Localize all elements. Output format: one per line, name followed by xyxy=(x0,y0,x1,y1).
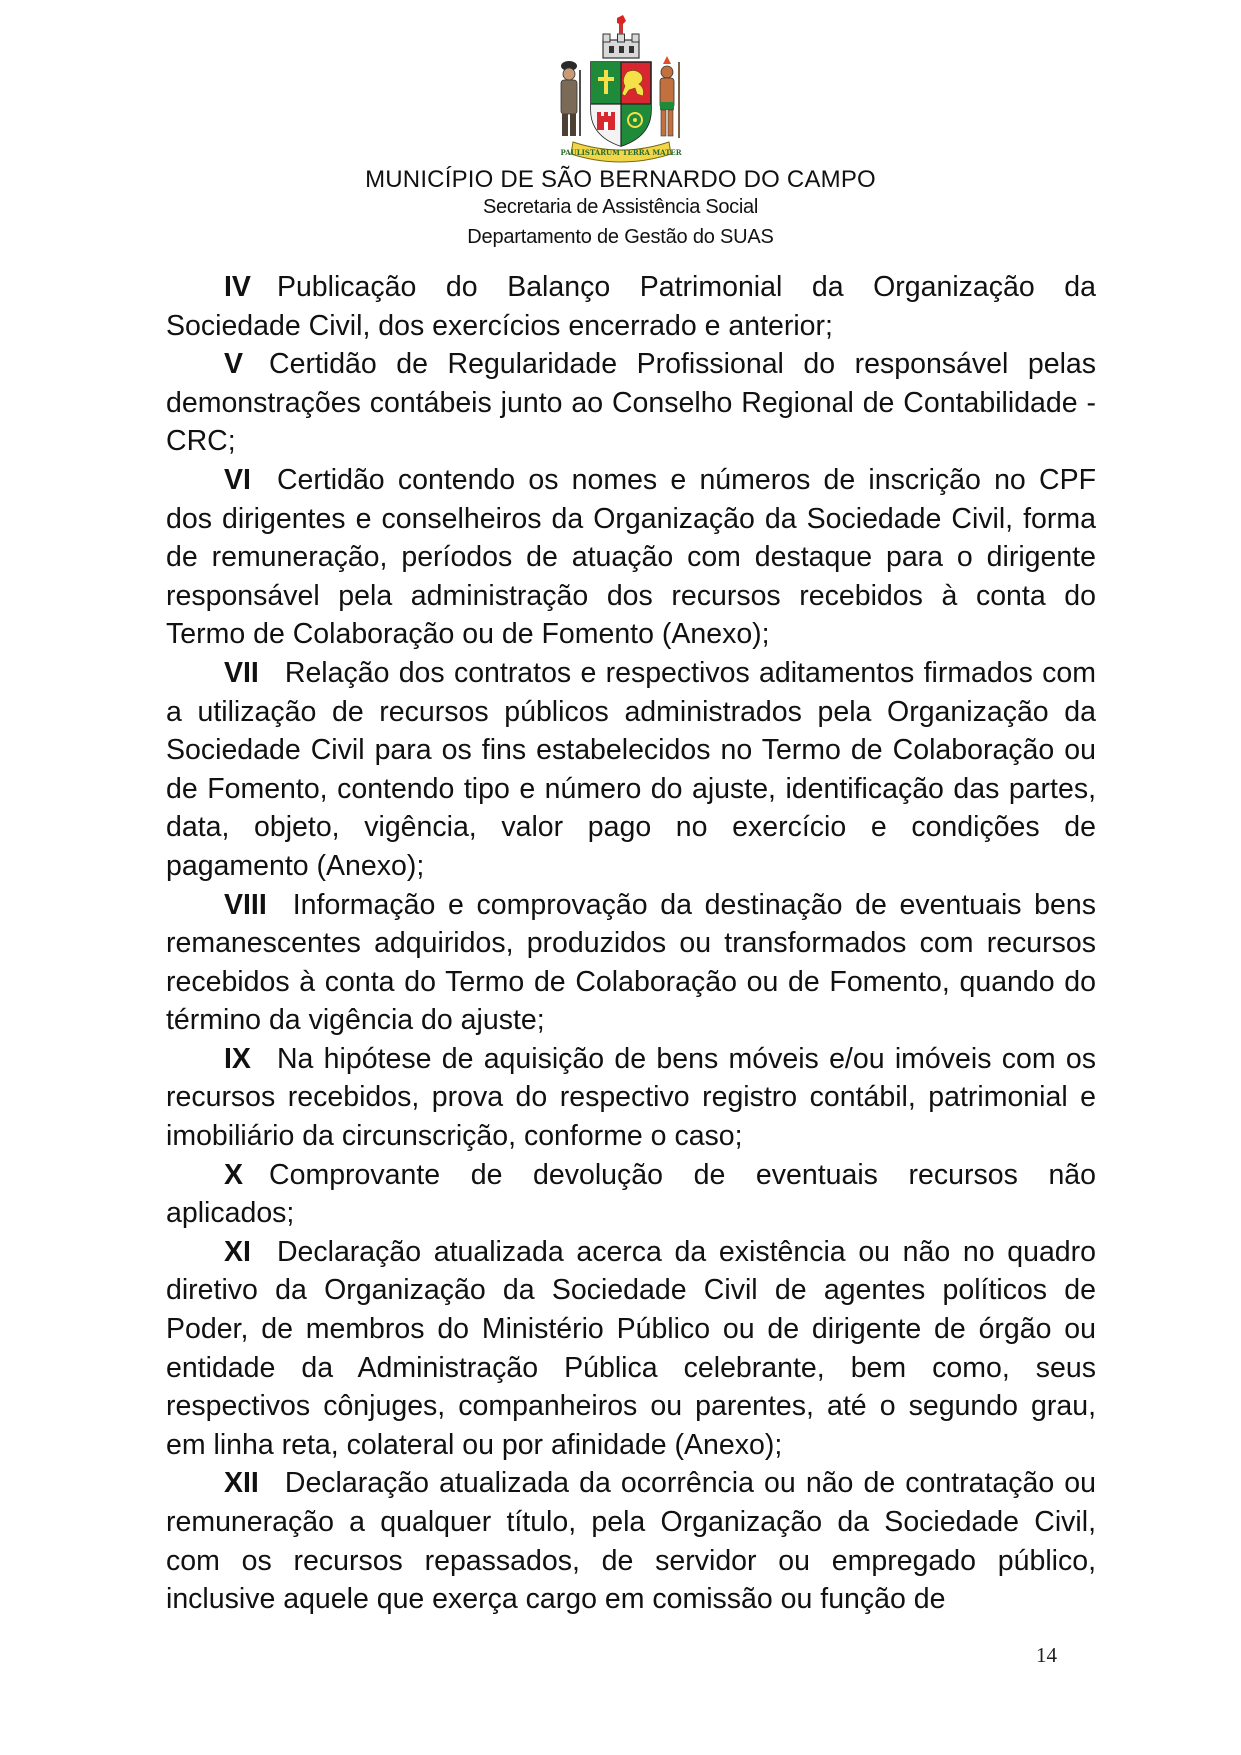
municipality-title: MUNICÍPIO DE SÃO BERNARDO DO CAMPO xyxy=(365,166,876,193)
item-numeral: V xyxy=(224,348,244,381)
item-numeral: XI xyxy=(224,1235,251,1268)
item-text: Na hipótese de aquisição de bens móveis e/ou imóveis com os recursos recebidos, prova do respectivo registro contábil, patrimonial e imobiliário da circunscrição, conforme o caso; xyxy=(166,1042,1096,1153)
item-numeral: IX xyxy=(224,1042,251,1075)
item-text: Relação dos contratos e respectivos aditamentos firmados com a utilização de recursos públicos administrados pela Organização da Sociedade Civil para os fins estabelecidos no Termo de Colaboração ou de Fomento, contendo tipo e número do ajuste, identificação das partes, data, objeto, vigência, valor pago no exercício e condições de pagamento (Anexo); xyxy=(166,656,1096,882)
list-item xyxy=(166,886,1096,1040)
list-item xyxy=(166,1040,1096,1156)
list-item xyxy=(166,268,1096,345)
list-item xyxy=(166,1233,1096,1465)
item-numeral: VII xyxy=(224,656,259,689)
list-item xyxy=(166,345,1096,461)
item-numeral: IV xyxy=(224,271,251,303)
item-text: Certidão contendo os nomes e números de inscrição no CPF dos dirigentes e conselheiros da Organização da Sociedade Civil, forma de remuneração, períodos de atuação com destaque para o dirigente responsável pela administração dos recursos recebidos à conta do Termo de Colaboração ou de Fomento (Anexo); xyxy=(166,463,1096,651)
item-numeral: X xyxy=(224,1158,244,1191)
list-item xyxy=(166,654,1096,886)
list-item xyxy=(166,1156,1096,1233)
item-text: Declaração atualizada da ocorrência ou não de contratação ou remuneração a qualquer título, pela Organização da Sociedade Civil, com os recursos repassados, de servidor ou empregado público, inclusive aquele que exerça cargo em comissão ou função de xyxy=(166,1467,1096,1616)
list-item xyxy=(166,461,1096,654)
item-text: Publicação do Balanço Patrimonial da Organização da Sociedade Civil, dos exercícios encerrado e anterior; xyxy=(166,271,1096,342)
item-numeral: XII xyxy=(224,1467,259,1500)
item-numeral: VI xyxy=(224,463,251,496)
document-body xyxy=(166,268,1096,1619)
list-item xyxy=(166,1464,1096,1618)
department-subtitle: Departamento de Gestão do SUAS xyxy=(467,226,774,248)
coat-of-arms-logo xyxy=(553,14,689,164)
item-text: Comprovante de devolução de eventuais recursos não aplicados; xyxy=(166,1158,1096,1230)
item-numeral: VIII xyxy=(224,888,267,921)
crest-motto: PAULISTARUM TERRA MATER xyxy=(560,148,682,157)
secretariat-subtitle: Secretaria de Assistência Social xyxy=(483,196,758,218)
page-number: 14 xyxy=(1036,1643,1057,1667)
item-text: Declaração atualizada acerca da existência ou não no quadro diretivo da Organização da Sociedade Civil de agentes políticos de Poder, de membros do Ministério Público ou de dirigente de órgão ou entidade da Administração Pública celebrante, bem como, seus respectivos cônjuges, companheiros ou parentes, até o segundo grau, em linha reta, colateral ou por afinidade (Anexo); xyxy=(166,1235,1096,1461)
item-text: Informação e comprovação da destinação de eventuais bens remanescentes adquiridos, produzidos ou transformados com recursos recebidos à conta do Termo de Colaboração ou de Fomento, quando do término da vigência do ajuste; xyxy=(166,888,1096,1037)
item-text: Certidão de Regularidade Profissional do responsável pelas demonstrações contábeis junto ao Conselho Regional de Contabilidade - CRC; xyxy=(166,348,1096,458)
